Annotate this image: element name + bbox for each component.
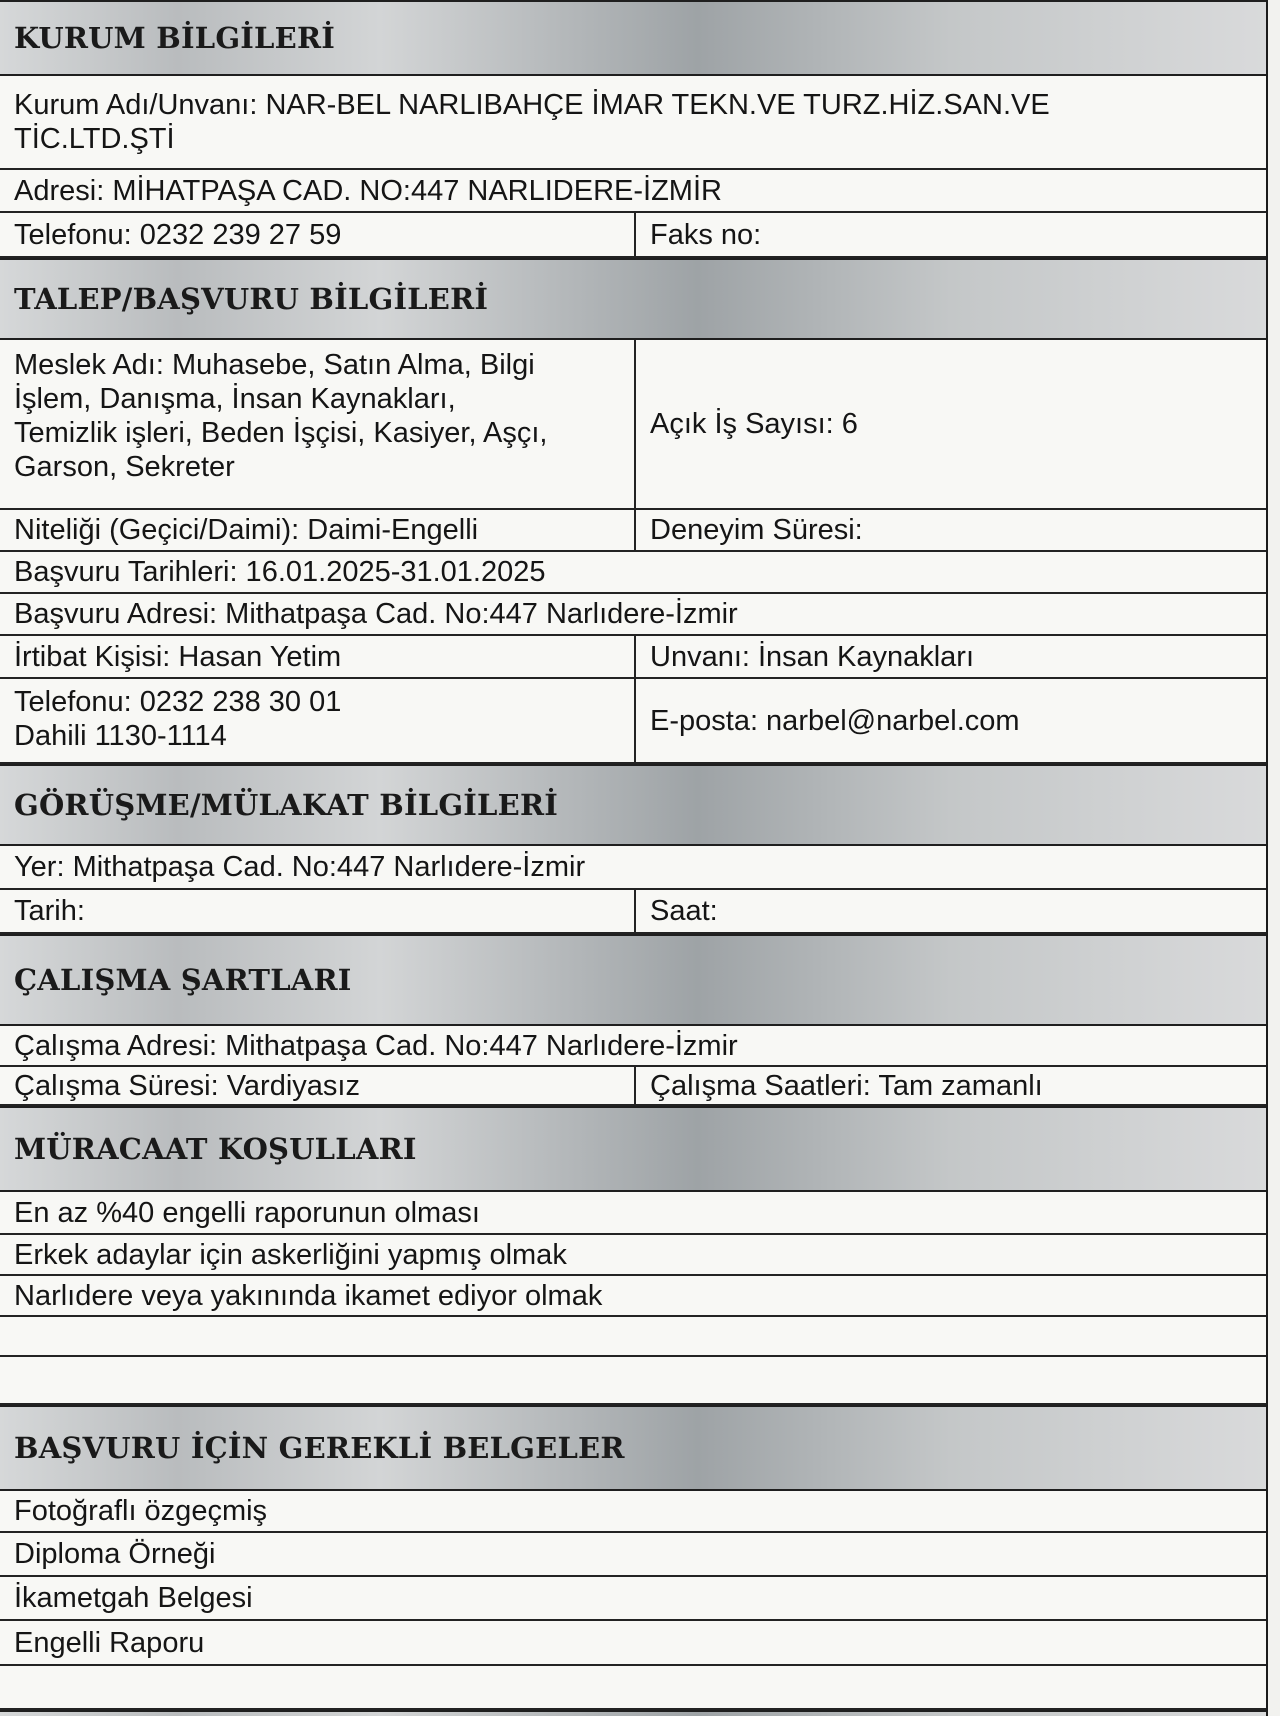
section-muracaat-kosullari	[0, 1106, 1268, 1192]
gerekli-belge: Fotoğraflı özgeçmiş	[14, 1495, 268, 1527]
section-title-talep: TALEP/BAŞVURU BİLGİLERİ	[14, 282, 489, 316]
muracaat-kosulu: En az %40 engelli raporunun olması	[14, 1196, 480, 1229]
niteligi: Niteliği (Geçici/Daimi): Daimi-Engelli	[0, 510, 636, 550]
row-muracaat-3	[0, 1276, 1268, 1317]
calisma-saatleri: Çalışma Saatleri: Tam zamanlı	[650, 1069, 1043, 1102]
empty-cell	[0, 1317, 1268, 1355]
row-gorusme-yer	[0, 846, 1268, 890]
gerekli-belge: Engelli Raporu	[14, 1626, 205, 1659]
section-next-cut-off	[0, 1710, 1268, 1716]
row-gorusme-zaman	[0, 890, 1268, 934]
section-title-muracaat: MÜRACAAT KOŞULLARI	[14, 1132, 417, 1166]
gorusme-yer: Yer: Mithatpaşa Cad. No:447 Narlıdere-İzmir	[14, 851, 586, 883]
empty-cell	[0, 1666, 1268, 1708]
row-basvuru-adresi	[0, 594, 1268, 636]
irtibat-telefonu: Telefonu: 0232 238 30 01 Dahili 1130-1114	[0, 679, 636, 762]
basvuru-adresi: Başvuru Adresi: Mithatpaşa Cad. No:447 Narlıdere-İzmir	[14, 598, 738, 630]
row-niteligi	[0, 510, 1268, 552]
row-belge-4	[0, 1621, 1268, 1666]
row-belge-bos	[0, 1666, 1268, 1710]
row-calisma-suresi	[0, 1067, 1268, 1106]
section-gerekli-belgeler	[0, 1405, 1268, 1491]
kurum-telefonu: Telefonu: 0232 239 27 59	[0, 213, 636, 256]
row-basvuru-tarihleri	[0, 552, 1268, 594]
muracaat-kosulu: Erkek adaylar için askerliğini yapmış olmak	[14, 1238, 567, 1271]
row-kurum-adresi	[0, 170, 1268, 213]
row-belge-1	[0, 1491, 1268, 1533]
irtibat-kisisi: İrtibat Kişisi: Hasan Yetim	[0, 636, 636, 677]
irtibat-unvani: Unvanı: İnsan Kaynakları	[650, 640, 975, 673]
section-title-belgeler: BAŞVURU İÇİN GEREKLİ BELGELER	[14, 1431, 625, 1465]
row-kurum-iletisim	[0, 213, 1268, 258]
kurum-faks: Faks no:	[650, 218, 762, 251]
section-talep-basvuru	[0, 258, 1268, 340]
empty-cell	[0, 1357, 1268, 1403]
row-meslek	[0, 340, 1268, 510]
row-irtibat-iletisim	[0, 679, 1268, 764]
section-title-calisma: ÇALIŞMA ŞARTLARI	[14, 963, 352, 997]
row-irtibat	[0, 636, 1268, 679]
gorusme-saat: Saat:	[650, 895, 718, 927]
acik-is-sayisi: Açık İş Sayısı: 6	[650, 408, 858, 440]
section-gorusme-mulakat	[0, 764, 1268, 846]
muracaat-kosulu: Narlıdere veya yakınında ikamet ediyor olmak	[14, 1279, 603, 1312]
kurum-adi: Kurum Adı/Unvanı: NAR-BEL NARLIBAHÇE İMAR TEKN.VE TURZ.HİZ.SAN.VE TİC.LTD.ŞTİ	[14, 89, 1050, 155]
row-muracaat-1	[0, 1192, 1268, 1235]
calisma-adresi: Çalışma Adresi: Mithatpaşa Cad. No:447 Narlıdere-İzmir	[14, 1029, 738, 1062]
irtibat-eposta: E-posta: narbel@narbel.com	[650, 704, 1020, 737]
row-kurum-adi	[0, 76, 1268, 170]
section-kurum-bilgileri	[0, 0, 1268, 76]
row-muracaat-bos-2	[0, 1357, 1268, 1405]
row-belge-2	[0, 1533, 1268, 1577]
kurum-adresi: Adresi: MİHATPAŞA CAD. NO:447 NARLIDERE-İZMİR	[14, 174, 722, 207]
meslek-adi: Meslek Adı: Muhasebe, Satın Alma, Bilgi İşlem, Danışma, İnsan Kaynakları, Temizlik işleri, Beden İşçisi, Kasiyer, Aşçı, Garson, Sekreter	[0, 340, 636, 508]
section-title-kurum: KURUM BİLGİLERİ	[14, 21, 336, 55]
row-muracaat-2	[0, 1235, 1268, 1276]
row-calisma-adresi	[0, 1026, 1268, 1067]
gorusme-tarih: Tarih:	[0, 890, 636, 932]
row-muracaat-bos-1	[0, 1317, 1268, 1357]
calisma-suresi: Çalışma Süresi: Vardiyasız	[0, 1067, 636, 1104]
section-title-gorusme: GÖRÜŞME/MÜLAKAT BİLGİLERİ	[14, 788, 559, 822]
gerekli-belge: Diploma Örneği	[14, 1538, 216, 1570]
row-belge-3	[0, 1577, 1268, 1621]
basvuru-tarihleri: Başvuru Tarihleri: 16.01.2025-31.01.2025	[14, 556, 546, 588]
section-calisma-sartlari	[0, 934, 1268, 1026]
deneyim-suresi: Deneyim Süresi:	[650, 514, 863, 546]
gerekli-belge: İkametgah Belgesi	[14, 1582, 253, 1614]
